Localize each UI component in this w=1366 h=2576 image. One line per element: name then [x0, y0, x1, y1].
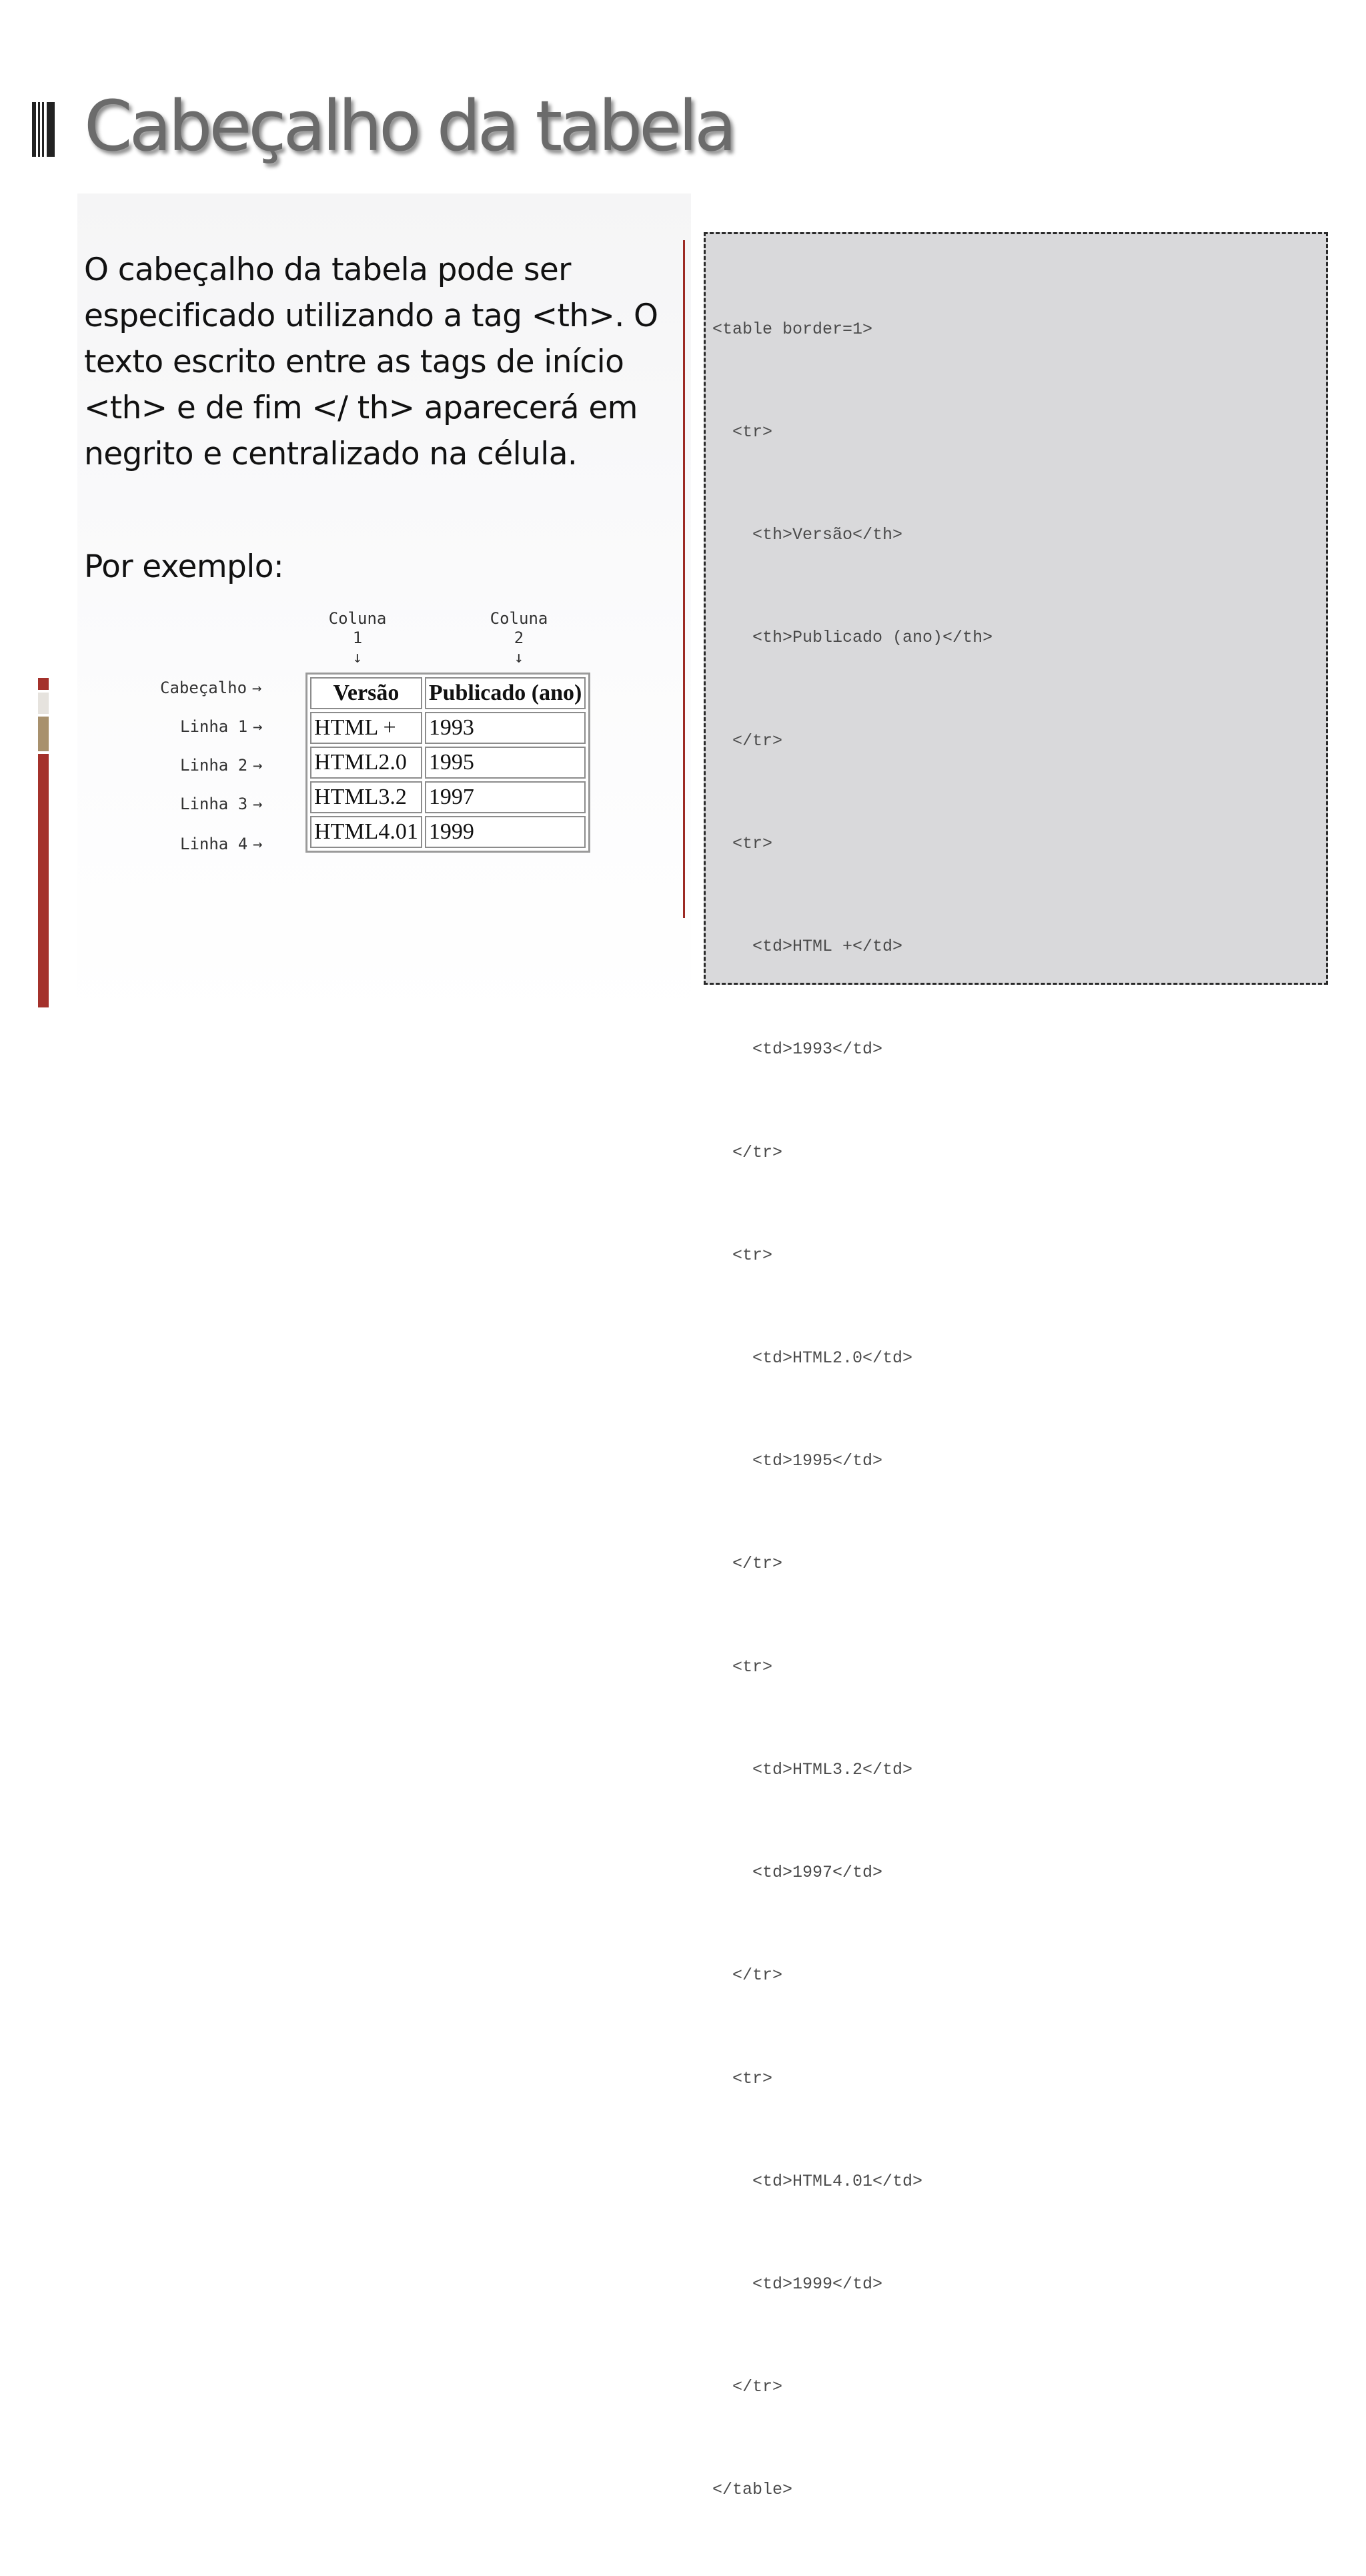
- code-listing: [712, 244, 992, 2576]
- row-label-header: Cabeçalho →: [160, 679, 262, 697]
- code-line: <table border=1>: [712, 319, 873, 339]
- code-line: </tr>: [712, 1554, 783, 1574]
- example-table-figure: [153, 604, 594, 871]
- code-line: <th>Versão</th>: [712, 525, 903, 545]
- table-cell: HTML +: [310, 712, 422, 744]
- code-line: <td>HTML2.0</td>: [712, 1348, 913, 1368]
- arrow-right-icon: →: [253, 756, 263, 775]
- arrow-right-icon: →: [252, 679, 262, 697]
- code-line: <td>1997</td>: [712, 1863, 883, 1883]
- table-row: [310, 781, 586, 813]
- arrow-right-icon: →: [253, 835, 263, 853]
- code-line: </tr>: [712, 1966, 783, 1986]
- column-label-1: Coluna 1 ↓: [317, 609, 398, 667]
- arrow-down-icon: ↓: [352, 648, 363, 667]
- slide-title: Cabeçalho da tabela: [84, 85, 734, 167]
- row-label-4: Linha 4 →: [180, 835, 263, 853]
- table-cell: 1999: [425, 816, 586, 848]
- code-line: <td>HTML3.2</td>: [712, 1759, 913, 1779]
- row-label-2: Linha 2 →: [180, 756, 263, 775]
- code-line: <th>Publicado (ano)</th>: [712, 628, 993, 648]
- code-line: <tr>: [712, 833, 773, 853]
- code-line: </tr>: [712, 2377, 783, 2397]
- vertical-divider: [683, 240, 685, 918]
- sample-table: [305, 673, 590, 853]
- code-line: </tr>: [712, 1142, 783, 1162]
- table-row: [310, 816, 586, 848]
- column-label-2: Coluna 2 ↓: [479, 609, 559, 667]
- arrow-down-icon: ↓: [514, 648, 524, 667]
- code-box: [704, 232, 1328, 2500]
- code-line: <tr>: [712, 422, 773, 442]
- body-paragraph: O cabeçalho da tabela pode ser especificado utilizando a tag <th>. O texto escrito entre as tags de início <th> e de fim </ th> aparecerá em negrito e centralizado na célula.: [84, 252, 658, 472]
- title-bars-icon: [32, 102, 55, 157]
- code-line: <td>HTML4.01</td>: [712, 2171, 923, 2191]
- table-cell: HTML2.0: [310, 747, 422, 779]
- code-line: <td>1993</td>: [712, 1039, 883, 1059]
- table-header-cell: Publicado (ano): [425, 677, 586, 709]
- table-cell: 1993: [425, 712, 586, 744]
- table-header-row: [310, 677, 586, 709]
- arrow-right-icon: →: [253, 795, 263, 813]
- table-row: [310, 712, 586, 744]
- row-label-3: Linha 3 →: [180, 795, 263, 813]
- table-cell: 1995: [425, 747, 586, 779]
- table-row: [310, 747, 586, 779]
- code-line: <td>1999</td>: [712, 2274, 883, 2294]
- code-line: <tr>: [712, 1245, 773, 1265]
- code-line: <td>1995</td>: [712, 1451, 883, 1471]
- code-line: <tr>: [712, 1657, 773, 1677]
- table-cell: 1997: [425, 781, 586, 813]
- code-line: <tr>: [712, 2068, 773, 2088]
- arrow-right-icon: →: [253, 717, 263, 736]
- table-cell: HTML4.01: [310, 816, 422, 848]
- example-label: Por exemplo:: [84, 548, 284, 585]
- table-header-cell: Versão: [310, 677, 422, 709]
- code-line: </tr>: [712, 731, 783, 751]
- code-line: <td>HTML +</td>: [712, 937, 903, 957]
- code-line: </table>: [712, 2480, 793, 2500]
- table-cell: HTML3.2: [310, 781, 422, 813]
- row-label-1: Linha 1 →: [180, 717, 263, 736]
